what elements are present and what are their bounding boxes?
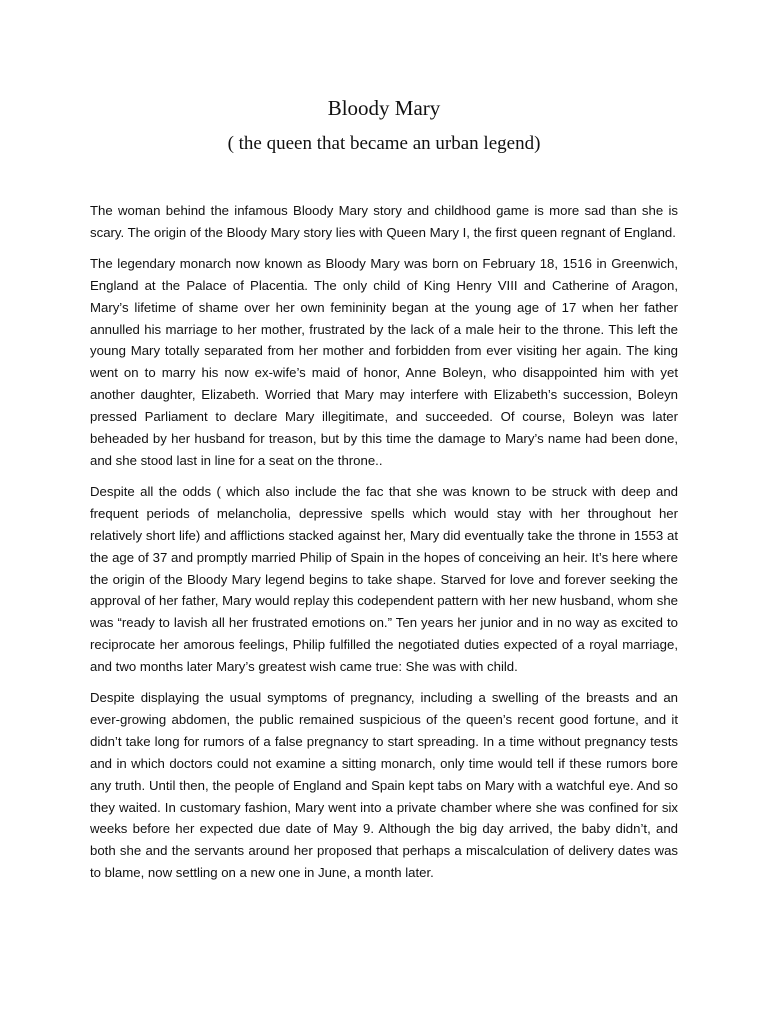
body-paragraph: The legendary monarch now known as Bloody Mary was born on February 18, 1516 in Greenwich, England at the Palace of Placentia. The only child of King Henry VIII and Catherine of Aragon, Mary’s lifetime of shame over her own femininity began at the young age of 17 when her father annulled his marriage to her mother, frustrated by the lack of a male heir to the throne. This left the young Mary totally separated from her mother and forbidden from ever visiting her again. The king went on to marry his now ex-wife’s maid of honor, Anne Boleyn, who disappointed him with yet another daughter, Elizabeth. Worried that Mary may interfere with Elizabeth’s succession, Boleyn pressed Parliament to declare Mary illegitimate, and succeeded. Of course, Boleyn was later beheaded by her husband for treason, but by this time the damage to Mary’s name had been done, and she stood last in line for a seat on the throne.. [90, 255, 678, 468]
document-body [90, 200, 678, 893]
document-subtitle: ( the queen that became an urban legend) [227, 133, 541, 154]
body-paragraph: Despite all the odds ( which also include the fac that she was known to be struck with deep and frequent periods of melancholia, depressive spells which would stay with her throughout her relatively short life) and afflictions stacked against her, Mary did eventually take the throne in 1553 at the age of 37 and promptly married Philip of Spain in the hopes of conceiving an heir. It’s here where the origin of the Bloody Mary legend begins to take shape. Starved for love and forever seeking the approval of her father, Mary would replay this codependent pattern with her new husband, whom she was “ready to lavish all her frustrated emotions on.” Ten years her junior and in no way as excited to reciprocate her amorous feelings, Philip fulfilled the negotiated duties expected of a royal marriage, and two months later Mary’s greatest wish came true: She was with child. [90, 483, 678, 675]
body-paragraph: Despite displaying the usual symptoms of pregnancy, including a swelling of the breasts and an ever-growing abdomen, the public remained suspicious of the queen’s recent good fortune, and it didn’t take long for rumors of a false pregnancy to start spreading. In a time without pregnancy tests and in which doctors could not examine a sitting monarch, only time would tell if these rumors bore any truth. Until then, the people of England and Spain kept tabs on Mary with a watchful eye. And so they waited. In customary fashion, Mary went into a private chamber where she was confined for six weeks before her expected due date of May 9. Although the big day arrived, the baby didn’t, and both she and the servants around her proposed that perhaps a miscalculation of delivery dates was to blame, now settling on a new one in June, a month later. [90, 690, 678, 881]
document-title: Bloody Mary [327, 96, 441, 120]
body-paragraph: The woman behind the infamous Bloody Mary story and childhood game is more sad than she is scary. The origin of the Bloody Mary story lies with Queen Mary I, the first queen regnant of England. [90, 203, 678, 240]
